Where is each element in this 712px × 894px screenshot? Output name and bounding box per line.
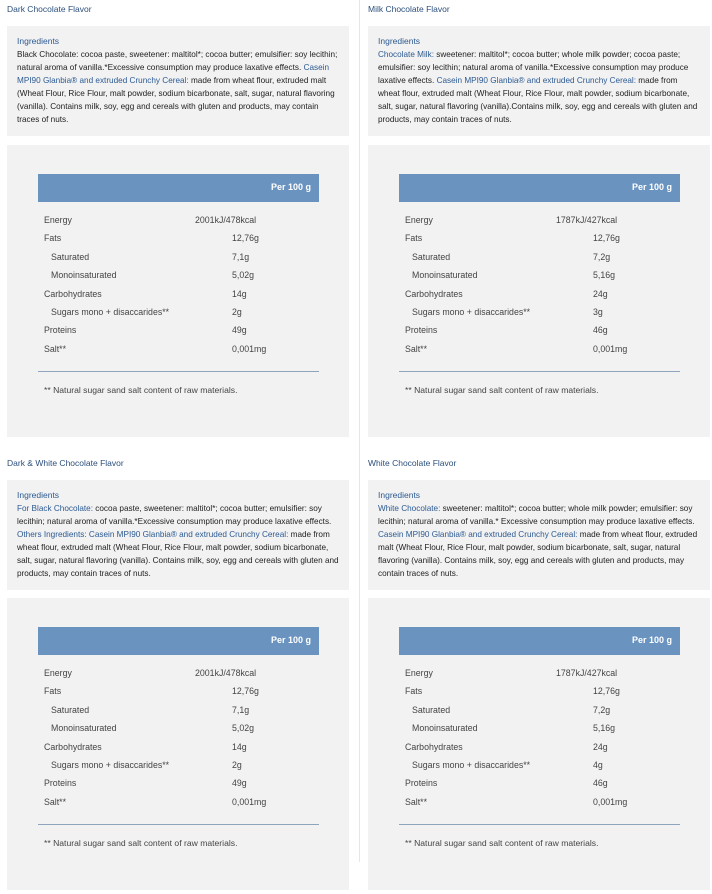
nutrition-row [44,270,316,288]
ingredient-text: made from wheat flour, extruded malt (Wheat Flour, Rice Flour, malt powder, sodium bicarbonate, salt, sugar, natural flavoring (vanilla). Contains milk, soy, egg and cereals with gluten and products, may contain traces of nuts. [17,76,335,124]
nutrition-row [44,778,316,796]
nutrition-row [44,344,316,362]
nutrient-value: 5,16g [593,270,616,281]
nutrition-row [44,723,316,741]
nutrient-value: 2001kJ/478kcal [195,215,257,225]
nutrient-label: Saturated [51,704,90,715]
nutrient-label: Fats [44,233,62,244]
nutrient-value: 5,02g [232,270,255,281]
nutrient-value: 49g [232,325,247,336]
nutrition-row [405,778,677,796]
nutrient-label: Sugars mono + disaccarides** [51,759,170,770]
nutrient-label: Monoinsaturated [412,723,478,734]
nutrient-label: Sugars mono + disaccarides** [412,759,531,770]
ingredient-text: White Chocolate: [378,504,441,513]
nutrition-table [368,598,710,890]
nutrient-label: Sugars mono + disaccarides** [412,306,531,317]
nutrition-row [405,723,677,741]
nutrient-value: 49g [232,778,247,789]
ingredient-text: made from wheat flour, extruded malt (Wheat Flour, Rice Flour, malt powder, sodium bicarbonate, salt, sugar, natural flavoring (vanilla). Contains milk, soy, egg and cereals with gluten and products, may contain traces of nuts. [378,530,698,578]
ingredients-heading: Ingredients [378,36,421,46]
ingredients-box [368,26,710,136]
nutrient-label: Saturated [412,251,451,262]
nutrition-row [405,760,677,778]
table-header: Per 100 g [38,174,319,202]
nutrient-value: 4g [593,759,603,770]
nutrition-table [7,598,349,890]
nutrient-label: Salt** [44,343,67,354]
nutrient-value: 12,76g [593,233,620,244]
nutrient-value: 46g [593,778,608,789]
nutrient-label: Carbohydrates [44,741,102,752]
nutrient-label: Monoinsaturated [51,723,117,734]
ingredients-box [7,480,349,590]
ingredient-text: made from wheat flour, extruded malt (Wheat Flour, Rice Flour, malt powder, sodium bicarbonate, salt, sugar, natural flavoring (vanilla).Contains milk, soy, egg and cereals with gluten and products, may contain traces of nuts. [378,76,698,124]
ingredient-text: sweetener: maltitol*; cocoa butter; whole milk powder; emulsifier: soy lecithin; natural aroma of vanilla.* Excessive consumption may produce laxative effects. [378,504,695,526]
nutrition-table [368,145,710,437]
nutrient-label: Saturated [51,251,90,262]
ingredients-heading: Ingredients [17,490,60,500]
table-header: Per 100 g [399,627,680,655]
nutrition-row [405,668,677,686]
nutrition-row [405,705,677,723]
ingredient-text: Black Chocolate: cocoa paste, sweetener: maltitol*; cocoa butter; emulsifier: soy lecithin; natural aroma of vanilla.*Excessive consumption may produce laxative effects. [17,50,338,72]
nutrition-table [7,145,349,437]
nutrient-value: 0,001mg [593,796,628,807]
nutrient-value: 2g [232,306,242,317]
nutrient-value: 1787kJ/427kcal [556,668,618,678]
nutrient-label: Salt** [405,796,428,807]
nutrition-row [405,233,677,251]
nutrition-row [44,307,316,325]
flavor-section [7,0,351,440]
nutrient-value: 2001kJ/478kcal [195,668,257,678]
ingredients-heading: Ingredients [378,490,421,500]
nutrition-row [44,742,316,760]
nutrient-value: 2g [232,759,242,770]
nutrition-row [405,289,677,307]
nutrition-row [405,252,677,270]
nutrient-label: Saturated [412,704,451,715]
flavor-section [368,454,712,894]
nutrient-label: Energy [44,215,72,225]
table-divider [38,824,319,825]
nutrient-value: 5,16g [593,723,616,734]
nutrient-value: 3g [593,306,603,317]
flavor-title: Milk Chocolate Flavor [368,4,450,14]
ingredients-heading: Ingredients [17,36,60,46]
nutrient-value: 24g [593,741,608,752]
nutrient-value: 0,001mg [232,343,267,354]
flavor-title: White Chocolate Flavor [368,458,457,468]
nutrition-row [405,215,677,233]
ingredients-box [7,26,349,136]
nutrient-label: Sugars mono + disaccarides** [51,306,170,317]
nutrient-value: 0,001mg [593,343,628,354]
flavor-title: Dark & White Chocolate Flavor [7,458,124,468]
nutrient-label: Proteins [405,778,438,789]
flavor-title: Dark Chocolate Flavor [7,4,92,14]
ingredient-text: Casein MPI90 Glanbia® and extruded Crunchy Cereal: [436,76,637,85]
nutrient-value: 7,2g [593,251,611,262]
nutrient-value: 14g [232,288,247,299]
nutrient-label: Energy [405,668,433,678]
nutrition-row [44,760,316,778]
nutrient-label: Fats [44,686,62,697]
table-header: Per 100 g [399,174,680,202]
nutrition-row [405,344,677,362]
nutrient-value: 24g [593,288,608,299]
nutrient-label: Monoinsaturated [412,270,478,281]
nutrient-value: 0,001mg [232,796,267,807]
nutrition-row [44,686,316,704]
nutrition-row [405,742,677,760]
nutrition-row [44,797,316,815]
nutrient-label: Proteins [44,325,77,336]
nutrition-row [44,668,316,686]
table-divider [399,824,680,825]
nutrient-value: 12,76g [593,686,620,697]
nutrition-row [44,215,316,233]
ingredient-text: sweetener: maltitol*; cocoa butter; whole milk powder; cocoa paste; emulsifier: soy lecithin; natural aroma of vanilla.*Excessive consumption may produce laxative effects. [378,50,689,85]
ingredient-text: made from wheat flour, extruded malt (Wheat Flour, Rice Flour, malt powder, sodium bicarbonate, salt, sugar, natural flavoring (vanilla). Contains milk, soy, egg and cereals with gluten and products, may contain traces of nuts. [17,530,339,578]
ingredient-text: Chocolate Milk: [378,50,434,59]
ingredients-box [368,480,710,590]
nutrition-row [44,233,316,251]
nutrient-label: Monoinsaturated [51,270,117,281]
nutrient-label: Proteins [405,325,438,336]
nutrition-row [44,289,316,307]
nutrition-row [44,252,316,270]
ingredient-text: Casein MPI90 Glanbia® and extruded Crunchy Cereal: [378,530,578,539]
nutrition-row [405,797,677,815]
nutrient-value: 7,1g [232,251,250,262]
nutrient-label: Salt** [44,796,67,807]
table-divider [38,371,319,372]
nutrition-row [405,325,677,343]
footnote: ** Natural sugar sand salt content of raw materials. [405,838,599,848]
nutrient-label: Fats [405,686,423,697]
footnote: ** Natural sugar sand salt content of raw materials. [44,838,238,848]
nutrient-value: 12,76g [232,233,259,244]
nutrient-value: 7,2g [593,704,611,715]
nutrient-label: Proteins [44,778,77,789]
footnote: ** Natural sugar sand salt content of raw materials. [405,385,599,395]
nutrient-value: 1787kJ/427kcal [556,215,618,225]
flavor-section [7,454,351,894]
nutrient-label: Carbohydrates [405,741,463,752]
nutrition-row [405,307,677,325]
nutrition-row [405,270,677,288]
table-divider [399,371,680,372]
nutrient-label: Carbohydrates [44,288,102,299]
ingredient-text: For Black Chocolate: [17,504,93,513]
nutrition-row [405,686,677,704]
nutrient-label: Energy [44,668,72,678]
table-header: Per 100 g [38,627,319,655]
nutrient-label: Salt** [405,343,428,354]
nutrient-value: 12,76g [232,686,259,697]
footnote: ** Natural sugar sand salt content of raw materials. [44,385,238,395]
ingredient-text: Others Ingredients: Casein MPI90 Glanbia® and extruded Crunchy Cereal: [17,530,289,539]
ingredient-text: Casein MPI90 Glanbia® and extruded Crunchy Cereal: [17,63,330,85]
nutrient-value: 7,1g [232,704,250,715]
ingredient-text: cocoa paste, sweetener: maltitol*; cocoa butter; emulsifier: soy lecithin; natural aroma of vanilla.*Excessive consumption may produce laxative effects. [17,504,332,526]
column-divider [359,0,360,862]
nutrient-value: 5,02g [232,723,255,734]
nutrition-row [44,325,316,343]
nutrient-label: Fats [405,233,423,244]
nutrient-label: Energy [405,215,433,225]
nutrient-label: Carbohydrates [405,288,463,299]
nutrient-value: 14g [232,741,247,752]
nutrient-value: 46g [593,325,608,336]
flavor-section [368,0,712,440]
nutrition-row [44,705,316,723]
